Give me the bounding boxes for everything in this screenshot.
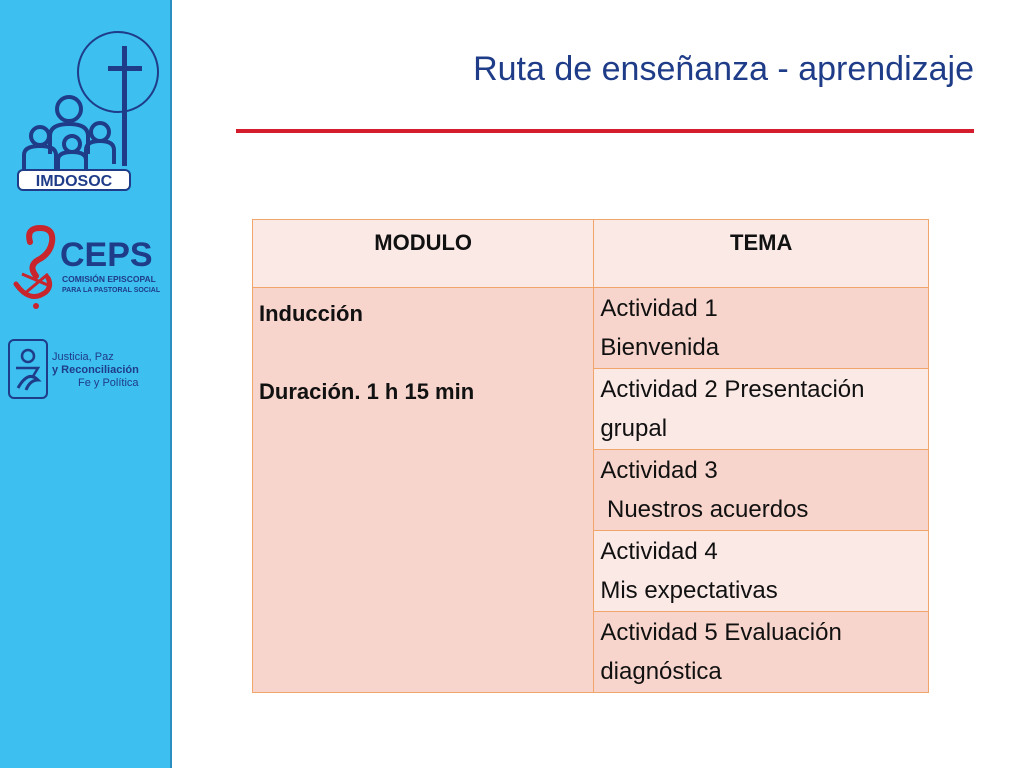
jp-line-3: Fe y Política	[78, 377, 139, 389]
jp-line-2: y Reconciliación	[52, 364, 139, 376]
table-row	[253, 288, 929, 369]
tema-cell	[594, 531, 929, 612]
modulo-cell	[253, 288, 594, 693]
tema-cell	[594, 450, 929, 531]
tema-line: Actividad 3	[600, 457, 718, 484]
modulo-duration: Duración. 1 h 15 min	[259, 379, 475, 404]
page-title: Ruta de enseñanza - aprendizaje	[473, 50, 974, 88]
tema-line: diagnóstica	[600, 658, 722, 685]
tema-line: Actividad 2 Presentación	[600, 376, 865, 403]
ceps-subtitle-2: PARA LA PASTORAL SOCIAL	[62, 287, 161, 294]
justicia-paz-logo	[8, 338, 166, 402]
imdosoc-logo	[12, 14, 162, 194]
tema-cell	[594, 612, 929, 693]
tema-line: Bienvenida	[600, 334, 720, 361]
header-modulo: MODULO	[253, 220, 594, 288]
ruta-table	[252, 219, 929, 693]
tema-line: Actividad 1	[600, 295, 718, 322]
ceps-subtitle-1: COMISIÓN EPISCOPAL	[62, 274, 156, 284]
ceps-logo	[8, 222, 166, 314]
tema-line: Mis expectativas	[600, 577, 778, 604]
tema-line: Actividad 5 Evaluación	[600, 619, 842, 646]
title-underline	[236, 129, 974, 133]
imdosoc-wordmark: IMDOSOC	[35, 173, 113, 190]
tema-line: grupal	[600, 415, 668, 442]
modulo-name: Inducción	[259, 301, 363, 326]
tema-cell	[594, 288, 929, 369]
jp-line-1: Justicia, Paz	[52, 351, 114, 363]
tema-cell	[594, 369, 929, 450]
logo-sidebar	[0, 0, 172, 768]
tema-line: Nuestros acuerdos	[600, 496, 809, 523]
header-tema: TEMA	[594, 220, 929, 288]
ceps-wordmark: CEPS	[60, 236, 153, 274]
table-header-row	[253, 220, 929, 288]
tema-line: Actividad 4	[600, 538, 718, 565]
